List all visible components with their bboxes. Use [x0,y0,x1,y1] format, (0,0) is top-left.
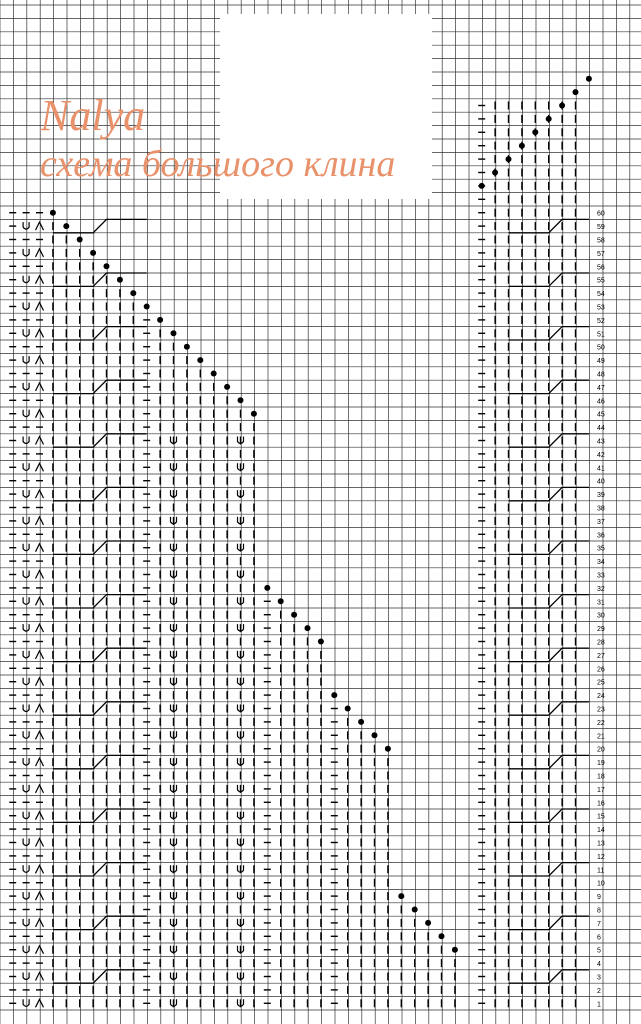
bind-off-dot [546,116,552,122]
bind-off-dot [358,719,364,725]
bind-off-dot [425,920,431,926]
yarn-over [23,839,29,846]
row-number: 4 [597,961,601,969]
row-number: 32 [597,585,605,593]
row-number: 45 [597,411,605,419]
yarn-over [23,812,29,819]
row-number: 46 [597,398,605,406]
row-number: 41 [597,465,605,473]
bind-off-dot [130,290,136,296]
bind-off-dot [197,357,203,363]
bind-off-dot [50,210,56,216]
bind-off-dot [412,907,418,913]
yarn-over [23,303,29,310]
row-number: 58 [597,237,605,245]
yarn-over [23,624,29,631]
row-number: 18 [597,773,605,781]
row-number: 54 [597,291,605,299]
decrease [36,544,44,552]
row-number: 22 [597,719,605,727]
row-number: 10 [597,880,605,888]
row-number: 47 [597,384,605,392]
decrease [36,651,44,659]
bind-off-dot [211,371,217,377]
decrease [36,437,44,445]
bind-off-dot [224,384,230,390]
row-number: 40 [597,478,605,486]
decrease [36,463,44,471]
yarn-over [23,919,29,926]
yarn-over [23,356,29,363]
bind-off-dot [532,129,538,135]
decrease [36,705,44,713]
yarn-over [23,410,29,417]
decrease [36,249,44,257]
bind-off-dot [479,183,485,189]
bind-off-dot [398,893,404,899]
row-number: 52 [597,317,605,325]
bind-off-dot [171,330,177,336]
bind-off-dot [439,933,445,939]
row-number: 28 [597,639,605,647]
yarn-over [23,597,29,604]
yarn-over [23,329,29,336]
yarn-over [23,731,29,738]
bind-off-dot [251,411,257,417]
decrease [36,919,44,927]
yarn-over [23,785,29,792]
yarn-over [23,705,29,712]
row-number: 51 [597,331,605,339]
row-number: 24 [597,693,605,701]
row-number: 17 [597,786,605,794]
row-number: 57 [597,250,605,258]
row-number: 23 [597,706,605,714]
decrease [36,329,44,337]
bind-off-dot [238,397,244,403]
row-numbers [597,211,605,1009]
row-number: 6 [597,934,601,942]
bind-off-dot [104,263,110,269]
yarn-over [23,651,29,658]
decrease [36,490,44,498]
row-number: 31 [597,599,605,607]
yarn-over [23,249,29,256]
row-number: 59 [597,224,605,232]
bind-off-dot [372,732,378,738]
yarn-over [23,865,29,872]
yarn-over [23,437,29,444]
row-number: 12 [597,853,605,861]
decrease [36,571,44,579]
bind-off-dot [452,947,458,953]
row-number: 29 [597,626,605,634]
row-number: 50 [597,344,605,352]
row-number: 56 [597,264,605,272]
row-number: 11 [597,867,605,875]
decrease [36,303,44,311]
row-number: 3 [597,974,601,982]
bind-off-dot [385,746,391,752]
bind-off-dot [90,250,96,256]
yarn-over [23,383,29,390]
row-number: 44 [597,425,605,433]
bind-off-dot [144,304,150,310]
yarn-over [23,463,29,470]
bind-off-dot [519,143,525,149]
row-number: 20 [597,746,605,754]
row-number: 14 [597,827,605,835]
decrease [36,812,44,820]
row-number: 9 [597,894,601,902]
row-number: 53 [597,304,605,312]
row-number: 39 [597,492,605,500]
bind-off-dot [63,223,69,229]
row-number: 8 [597,907,601,915]
yarn-over [23,222,29,229]
decrease [36,517,44,525]
decrease [36,946,44,954]
bind-off-dot [573,89,579,95]
yarn-over [23,946,29,953]
row-number: 5 [597,947,601,955]
bind-off-dot [331,692,337,698]
bind-off-dot [278,598,284,604]
row-number: 13 [597,840,605,848]
decrease [36,276,44,284]
decrease [36,222,44,230]
bind-off-dot [264,585,270,591]
chart-subtitle: схема большого клина [40,143,396,185]
row-number: 16 [597,800,605,808]
decrease [36,892,44,900]
yarn-over [23,973,29,980]
row-number: 35 [597,545,605,553]
row-number: 21 [597,733,605,741]
bind-off-dot [506,156,512,162]
bind-off-dot [117,277,123,283]
yarn-over [23,490,29,497]
bind-off-dot [318,639,324,645]
row-number: 1 [597,1001,601,1009]
decrease [36,597,44,605]
yarn-over [23,276,29,283]
row-number: 55 [597,277,605,285]
decrease [36,758,44,766]
bind-off-dot [345,706,351,712]
row-number: 27 [597,652,605,660]
row-number: 48 [597,371,605,379]
row-number: 19 [597,760,605,768]
bind-off-dot [184,344,190,350]
decrease [36,731,44,739]
decrease [36,865,44,873]
yarn-over [23,544,29,551]
bind-off-dot [77,237,83,243]
author-name: Nalya [40,91,146,140]
chart-symbols [9,76,592,1008]
row-number: 7 [597,920,601,928]
yarn-over [23,571,29,578]
bind-off-dot [492,170,498,176]
yarn-over [23,678,29,685]
bind-off-dot [305,625,311,631]
row-number: 30 [597,612,605,620]
decrease [36,999,44,1007]
bind-off-dot [291,612,297,618]
row-number: 25 [597,679,605,687]
yarn-over [23,517,29,524]
row-number: 36 [597,532,605,540]
row-number: 42 [597,451,605,459]
row-number: 34 [597,559,605,567]
decrease [36,785,44,793]
decrease [36,410,44,418]
row-number: 33 [597,572,605,580]
row-number: 49 [597,358,605,366]
row-number: 37 [597,518,605,526]
row-number: 26 [597,666,605,674]
bind-off-dot [586,76,592,82]
decrease [36,383,44,391]
decrease [36,624,44,632]
decrease [36,839,44,847]
yarn-over [23,892,29,899]
decrease [36,678,44,686]
chart-title [40,90,460,200]
decrease [36,973,44,981]
row-number: 38 [597,505,605,513]
yarn-over [23,758,29,765]
row-number: 60 [597,210,605,218]
row-number: 43 [597,438,605,446]
row-number: 15 [597,813,605,821]
bind-off-dot [157,317,163,323]
yarn-over [23,999,29,1006]
bind-off-dot [559,103,565,109]
row-number: 2 [597,987,601,995]
decrease [36,356,44,364]
